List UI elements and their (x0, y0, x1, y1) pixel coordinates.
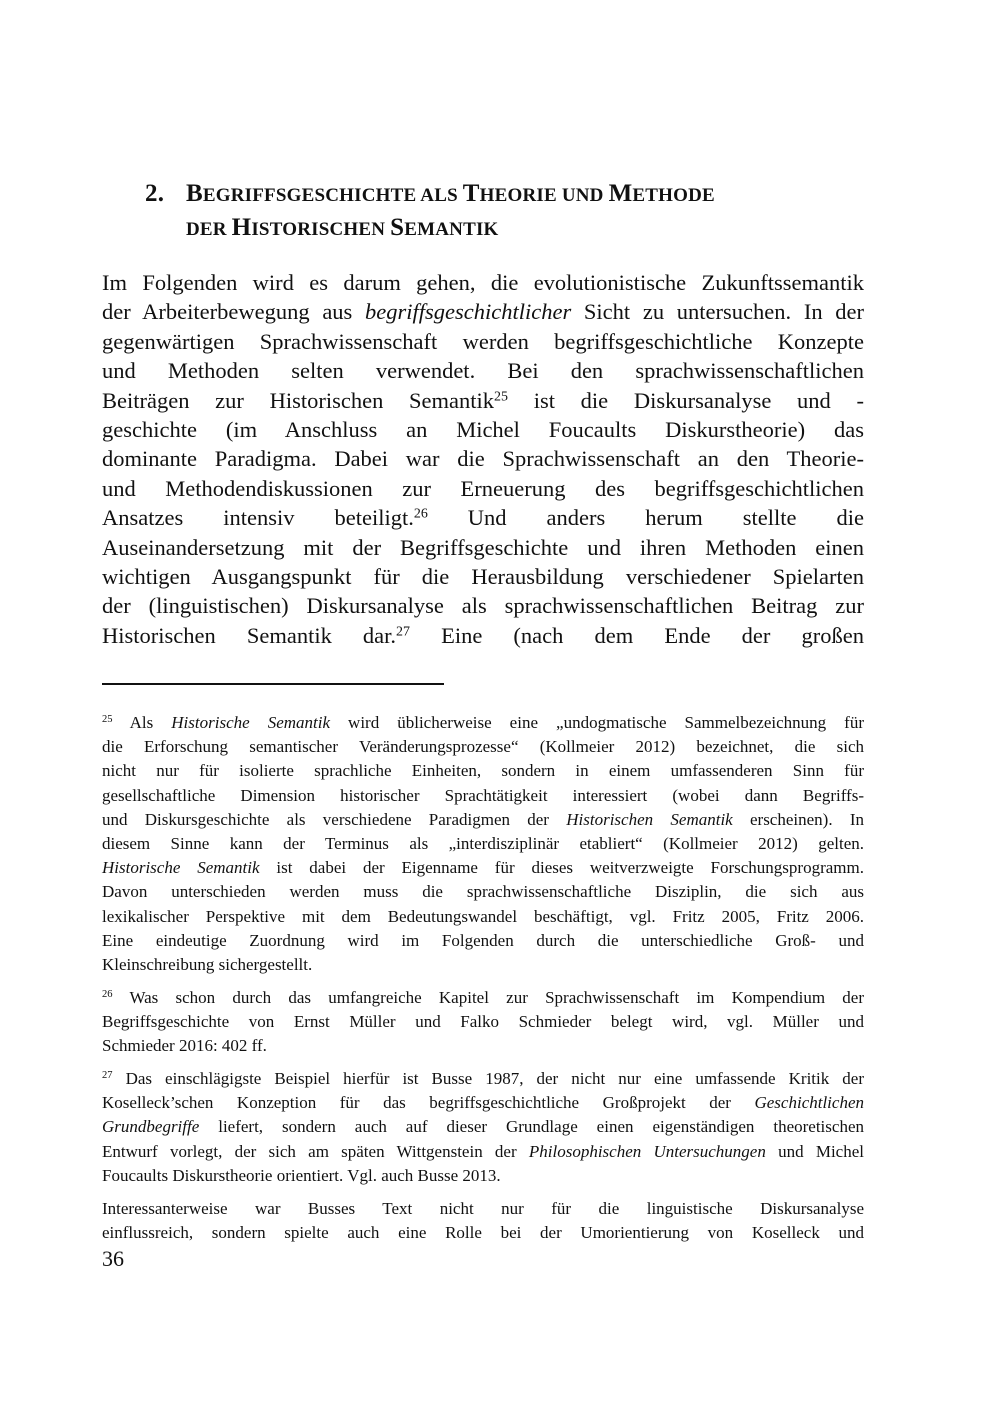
footnote-separator (102, 683, 444, 685)
footnote-line: Foucaults Diskurstheorie orientiert. Vgl. auch Busse 2013. (102, 1165, 501, 1185)
body-line: Auseinandersetzung mit der Begriffsgeschichte und ihren Methoden einen (102, 534, 864, 560)
footnote-line: Eine eindeutige Zuordnung wird im Folgenden durch die unterschiedliche Groß- und (102, 930, 864, 950)
body-line: gegenwärtigen Sprachwissenschaft werden begriffsgeschichtliche Konzepte (102, 328, 864, 354)
body-line: Ansatzes intensiv beteiligt.$^{26}$ Und anders herum stellte die (102, 505, 864, 531)
footnote-line: Entwurf vorlegt, der sich am späten Wittgenstein der Philosophischen Untersuchungen und Michel (102, 1141, 864, 1161)
body-line: der Arbeiterbewegung aus begriffsgeschichtlicher Sicht zu untersuchen. In der (102, 299, 865, 325)
footnote-number: 25 (102, 714, 113, 726)
body-line: Historischen Semantik dar.$^{27}$ Eine (nach dem Ende der großen (102, 622, 864, 648)
body-line: geschichte (im Anschluss an Michel Foucaults Diskurstheorie) das (102, 416, 864, 442)
body-line: Im Folgenden wird es darum gehen, die evolutionistische Zukunftssemantik (102, 270, 864, 295)
body-paragraph (102, 268, 864, 650)
footnote-line: Kleinschreibung sichergestellt. (102, 954, 313, 974)
footnote-number: 27 (102, 1070, 113, 1082)
footnote-line: nicht nur für isolierte sprachliche Einheiten, sondern in einem umfassenderen Sinn für (102, 761, 864, 781)
body-line: wichtigen Ausgangspunkt für die Herausbildung verschiedener Spielarten (102, 563, 864, 589)
footnote-line: die Erforschung semantischer Veränderungsprozesse“ (Kollmeier 2012) bezeichnet, die sich (102, 737, 864, 757)
footnote-line: und Diskursgeschichte als verschiedene Paradigmen der Historischen Semantik erscheinen). In (102, 809, 865, 829)
body-line: dominante Paradigma. Dabei war die Sprachwissenschaft an den Theorie- (102, 446, 864, 472)
footnote-line: diesem Sinne kann der Terminus als „interdisziplinär etabliert“ (Kollmeier 2012) gelten. (102, 833, 864, 853)
footnote-number: 26 (102, 989, 113, 1001)
footnote-line: Historische Semantik ist dabei der Eigenname für dieses weitverzweigte Forschungsprogramm. (102, 858, 864, 878)
heading-line-2: DER HISTORISCHEN SEMANTIK (186, 214, 499, 241)
footnote-line: $^{27}$ Das einschlägigste Beispiel hierfür ist Busse 1987, der nicht nur eine umfassende Kritik der (102, 1069, 864, 1088)
body-line: und Methoden selten verwendet. Bei den sprachwissenschaftlichen (102, 358, 864, 384)
footnote-ref-26[interactable]: 26 (413, 506, 428, 522)
footnote-line: lexikalischer Perspektive mit dem Bedeutungswandel beschäftigt, vgl. Fritz 2005, Fritz 2006. (102, 906, 864, 926)
footnote-line: Schmieder 2016: 402 ff. (102, 1036, 267, 1056)
footnote-ref-27[interactable]: 27 (396, 624, 410, 640)
footnote-line: gesellschaftliche Dimension historischer Sprachtätigkeit interessiert (wobei dann Begriffs- (102, 785, 864, 805)
footnote-line: Interessanterweise war Busses Text nicht nur für die linguistische Diskursanalyse (102, 1199, 864, 1218)
body-line: der (linguistischen) Diskursanalyse als sprachwissenschaftlichen Beitrag zur (102, 593, 864, 619)
footnote-line: $^{26}$ Was schon durch das umfangreiche Kapitel zur Sprachwissenschaft im Kompendium der (102, 988, 864, 1007)
heading-line-1: BEGRIFFSGESCHICHTE ALS THEORIE UND METHODE (186, 180, 715, 207)
body-line: und Methodendiskussionen zur Erneuerung des begriffsgeschichtlichen (102, 475, 864, 501)
page-number: 36 (102, 1246, 124, 1271)
footnote-line: Koselleck’schen Konzeption für das begriffsgeschichtliche Großprojekt der Geschichtlichen (102, 1093, 864, 1113)
body-line: Beiträgen zur Historischen Semantik$^{25}$ ist die Diskursanalyse und - (102, 387, 864, 413)
footnote-line: Davon unterschieden werden muss die sprachwissenschaftliche Disziplin, die sich aus (102, 882, 864, 902)
footnote-line: Begriffsgeschichte von Ernst Müller und Falko Schmieder belegt wird, vgl. Müller und (102, 1012, 864, 1032)
footnote-continuation (102, 1197, 864, 1245)
footnote-ref-25[interactable]: 25 (494, 388, 508, 404)
footnote-line: einflussreich, sondern spielte auch eine Rolle bei der Umorientierung von Koselleck und (102, 1223, 864, 1243)
section-number: 2. (145, 180, 165, 207)
emphasis: begriffsgeschichtlicher (365, 299, 572, 325)
footnote-27 (102, 1067, 864, 1188)
footnote-line: $^{25}$ Als Historische Semantik wird üblicherweise eine „undogmatische Sammelbezeichnung für (102, 713, 864, 732)
footnote-26 (102, 986, 864, 1059)
footnote-line: Grundbegriffe liefert, sondern auch auf dieser Grundlage einen eigenständigen theoretischen (102, 1117, 864, 1137)
footnote-25 (102, 711, 864, 977)
